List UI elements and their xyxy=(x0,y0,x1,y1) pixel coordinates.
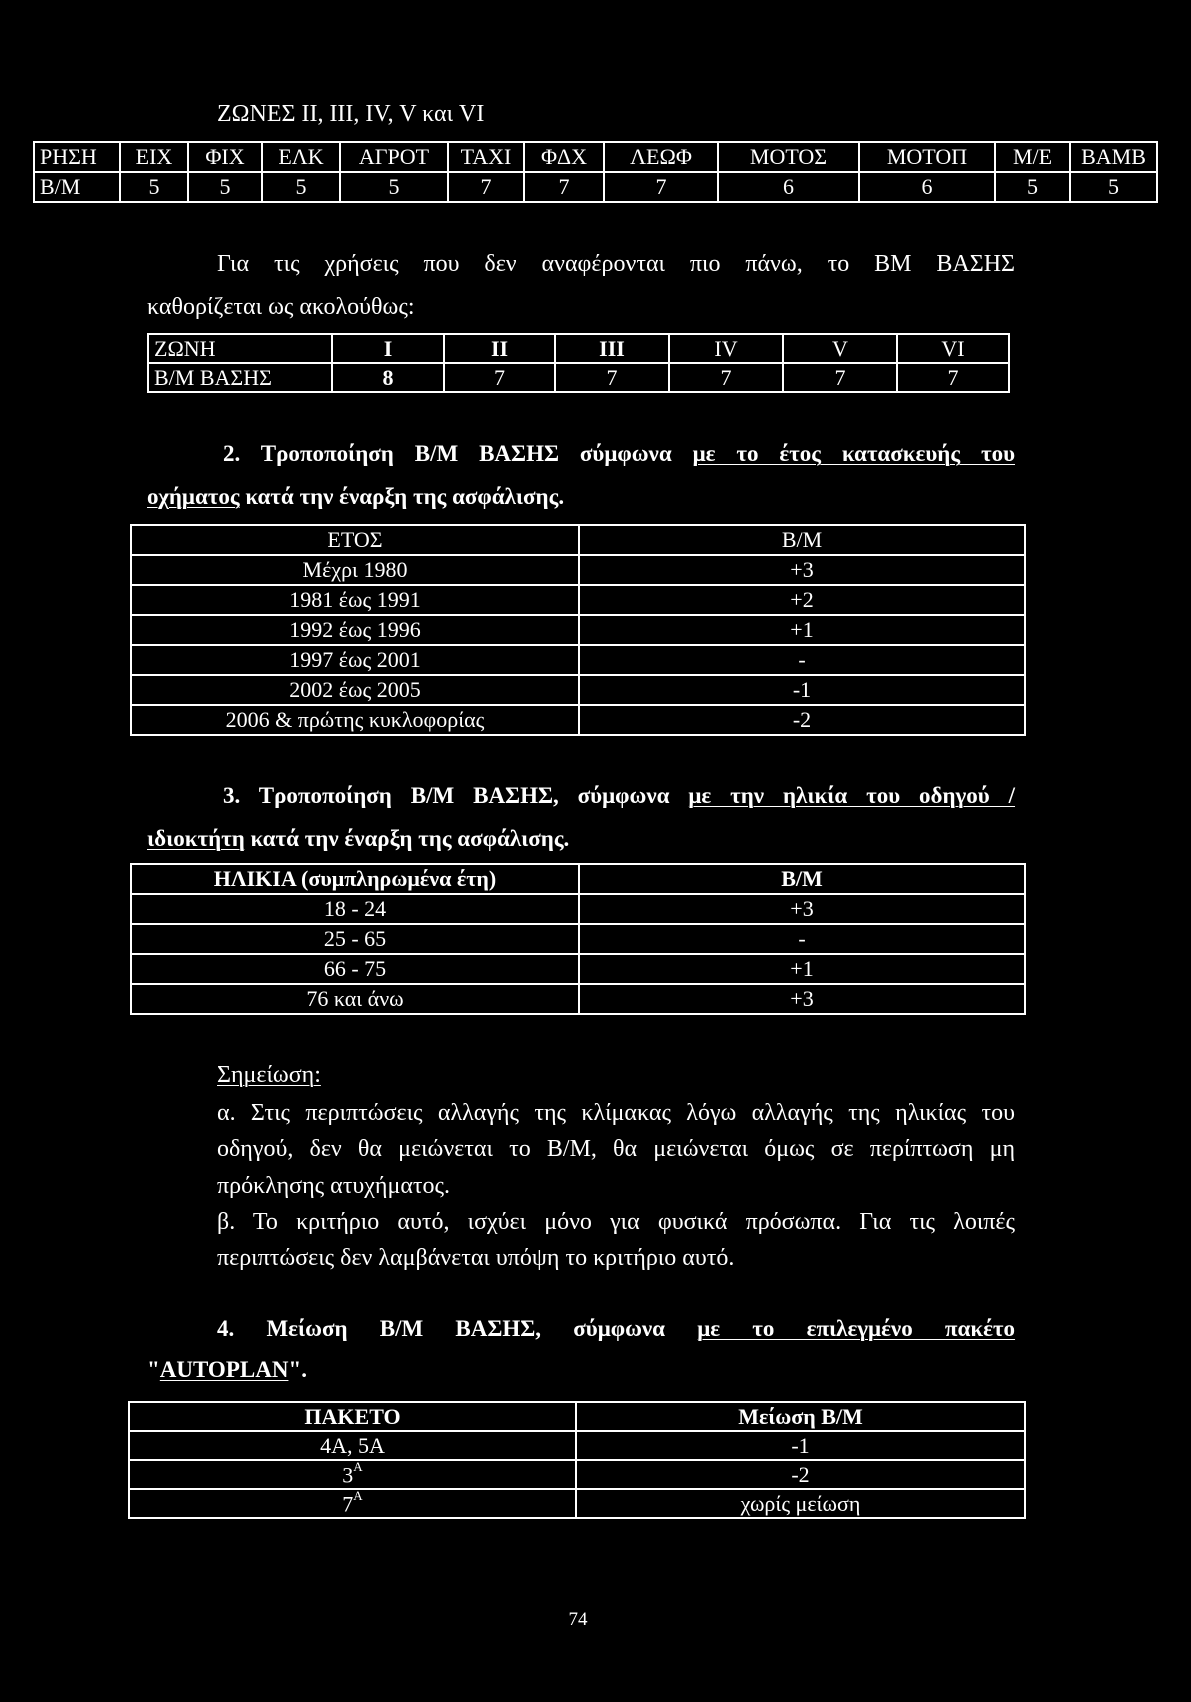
table-header-cell: ΤΑΧΙ xyxy=(449,143,525,173)
table-header-cell: ΜΟΤΟΠ xyxy=(860,143,996,173)
table-header-cell: ΒΑΜΒ xyxy=(1071,143,1158,173)
table-cell: 6 xyxy=(719,173,860,203)
table-cell: -2 xyxy=(580,706,1026,736)
table-cell: 7 xyxy=(445,364,556,393)
intro-line-1: Για τις χρήσεις που δεν αναφέρονται πιο πάνω, το ΒΜ ΒΑΣΗΣ xyxy=(217,251,1015,277)
table-header-cell: Μ/Ε xyxy=(996,143,1071,173)
note-a-line-1: α. Στις περιπτώσεις αλλαγής της κλίμακας λόγω αλλαγής της ηλικίας του xyxy=(217,1100,1015,1126)
section-underlined-text: με το έτος κατασκευής του xyxy=(692,441,1016,466)
usage-table xyxy=(33,141,1158,203)
table-cell: 2006 & πρώτης κυκλοφορίας xyxy=(132,706,580,736)
package-label xyxy=(342,1463,362,1486)
table-header-cell: ΦΔΧ xyxy=(525,143,605,173)
table-cell: Μέχρι 1980 xyxy=(132,556,580,586)
page-number: 74 xyxy=(568,1609,588,1630)
package-superscript: Α xyxy=(353,1461,363,1474)
table-cell: -2 xyxy=(577,1461,1026,1490)
table-cell: 76 και άνω xyxy=(132,985,580,1015)
table-cell: Β/Μ xyxy=(35,173,121,203)
section-underlined-text: με την ηλικία του οδηγού / xyxy=(688,783,1016,808)
table-header-cell: Β/Μ xyxy=(580,526,1026,556)
table-cell: 5 xyxy=(263,173,341,203)
table-cell: +2 xyxy=(580,586,1026,616)
table-cell: +3 xyxy=(580,556,1026,586)
note-a-line-2: οδηγού, δεν θα μειώνεται το Β/Μ, θα μειώνεται όμως σε περίπτωση μη xyxy=(217,1136,1015,1162)
table-cell: 7 xyxy=(525,173,605,203)
table-header-cell: ΕΙΧ xyxy=(121,143,189,173)
table-cell: 1981 έως 1991 xyxy=(132,586,580,616)
table-cell: 5 xyxy=(1071,173,1158,203)
year-table xyxy=(130,524,1026,736)
table-cell xyxy=(130,1461,577,1490)
quote-open: " xyxy=(147,1357,160,1382)
table-cell: 1997 έως 2001 xyxy=(132,646,580,676)
table-cell: 7 xyxy=(605,173,719,203)
section-4-heading xyxy=(217,1315,1015,1343)
table-cell: 5 xyxy=(996,173,1071,203)
package-table xyxy=(128,1401,1026,1519)
table-header-cell: IV xyxy=(670,335,784,364)
table-header-cell: ΕΛΚ xyxy=(263,143,341,173)
intro-line-2: καθορίζεται ως ακολούθως: xyxy=(147,294,415,320)
table-cell: 2002 έως 2005 xyxy=(132,676,580,706)
table-header-cell: V xyxy=(784,335,898,364)
table-cell: +3 xyxy=(580,895,1026,925)
note-b-line-1: β. Το κριτήριο αυτό, ισχύει μόνο για φυσικά πρόσωπα. Για τις λοιπές xyxy=(217,1209,1015,1235)
table-cell: +3 xyxy=(580,985,1026,1015)
table-header-cell: ΦΙΧ xyxy=(189,143,263,173)
section-number: 3. xyxy=(223,783,241,808)
table-cell: 66 - 75 xyxy=(132,955,580,985)
section-3-heading xyxy=(223,782,1015,810)
section-text: κατά την έναρξη της ασφάλισης. xyxy=(250,826,570,851)
zone-table xyxy=(147,333,1010,393)
table-cell: 5 xyxy=(341,173,449,203)
section-3-continuation xyxy=(147,825,569,853)
table-header-cell: I xyxy=(333,335,445,364)
table-cell: 8 xyxy=(333,364,445,393)
section-underlined-text: οχήματος xyxy=(147,484,240,509)
table-header-cell: ΡΗΣΗ xyxy=(35,143,121,173)
section-underlined-text: AUTOPLAN xyxy=(159,1357,289,1382)
note-title: Σημείωση: xyxy=(217,1062,321,1088)
table-cell: 5 xyxy=(121,173,189,203)
package-label xyxy=(342,1492,362,1515)
table-cell: - xyxy=(580,925,1026,955)
section-4-continuation xyxy=(147,1356,307,1384)
table-cell: -1 xyxy=(577,1432,1026,1461)
table-cell: - xyxy=(580,646,1026,676)
age-table xyxy=(130,863,1026,1015)
table-header-cell: ΗΛΙΚΙΑ (συμπληρωμένα έτη) xyxy=(132,865,580,895)
table-cell: 7 xyxy=(556,364,670,393)
table-cell: 6 xyxy=(860,173,996,203)
section-text: Τροποποίηση Β/Μ ΒΑΣΗΣ, σύμφωνα xyxy=(258,783,670,808)
table-cell: 1992 έως 1996 xyxy=(132,616,580,646)
section-2-heading xyxy=(223,440,1015,468)
table-header-cell: ΠΑΚΕΤΟ xyxy=(130,1403,577,1432)
section-number: 2. xyxy=(223,441,241,466)
table-cell: 7 xyxy=(449,173,525,203)
table-header-cell: ΕΤΟΣ xyxy=(132,526,580,556)
table-header-cell: VI xyxy=(898,335,1010,364)
package-superscript: Α xyxy=(353,1490,363,1503)
table-cell: +1 xyxy=(580,616,1026,646)
table-header-cell: ΖΩΝΗ xyxy=(149,335,333,364)
package-number: 3 xyxy=(342,1462,354,1488)
table-header-cell: ΑΓΡΟΤ xyxy=(341,143,449,173)
table-cell: 25 - 65 xyxy=(132,925,580,955)
table-cell: 7 xyxy=(898,364,1010,393)
table-cell: 7 xyxy=(784,364,898,393)
table-cell: 5 xyxy=(189,173,263,203)
section-underlined-text: με το επιλεγμένο πακέτο xyxy=(697,1316,1016,1341)
section-underlined-text: ιδιοκτήτη xyxy=(147,826,245,851)
table-cell: Β/Μ ΒΑΣΗΣ xyxy=(149,364,333,393)
table-header-cell: ΜΟΤΟΣ xyxy=(719,143,860,173)
table-header-cell: Β/Μ xyxy=(580,865,1026,895)
table-header-cell: Μείωση Β/Μ xyxy=(577,1403,1026,1432)
zones-heading: ΖΩΝΕΣ II, III, IV, V και VI xyxy=(217,101,485,127)
section-text: κατά την έναρξη της ασφάλισης. xyxy=(245,484,565,509)
quote-close: ". xyxy=(288,1357,307,1382)
package-number: 7 xyxy=(342,1491,354,1517)
table-cell xyxy=(130,1490,577,1519)
table-header-cell: II xyxy=(445,335,556,364)
section-number: 4. xyxy=(217,1316,235,1341)
section-text: Μείωση Β/Μ ΒΑΣΗΣ, σύμφωνα xyxy=(266,1316,666,1341)
table-cell: 18 - 24 xyxy=(132,895,580,925)
table-cell: χωρίς μείωση xyxy=(577,1490,1026,1519)
table-cell: 4Α, 5Α xyxy=(130,1432,577,1461)
table-cell: -1 xyxy=(580,676,1026,706)
table-header-cell: ΛΕΩΦ xyxy=(605,143,719,173)
section-text: Τροποποίηση Β/Μ ΒΑΣΗΣ σύμφωνα xyxy=(260,441,672,466)
note-a-line-3: πρόκλησης ατυχήματος. xyxy=(217,1173,451,1199)
table-cell: +1 xyxy=(580,955,1026,985)
table-cell: 7 xyxy=(670,364,784,393)
section-2-continuation xyxy=(147,483,564,511)
table-header-cell: III xyxy=(556,335,670,364)
note-b-line-2: περιπτώσεις δεν λαμβάνεται υπόψη το κριτήριο αυτό. xyxy=(217,1245,735,1271)
